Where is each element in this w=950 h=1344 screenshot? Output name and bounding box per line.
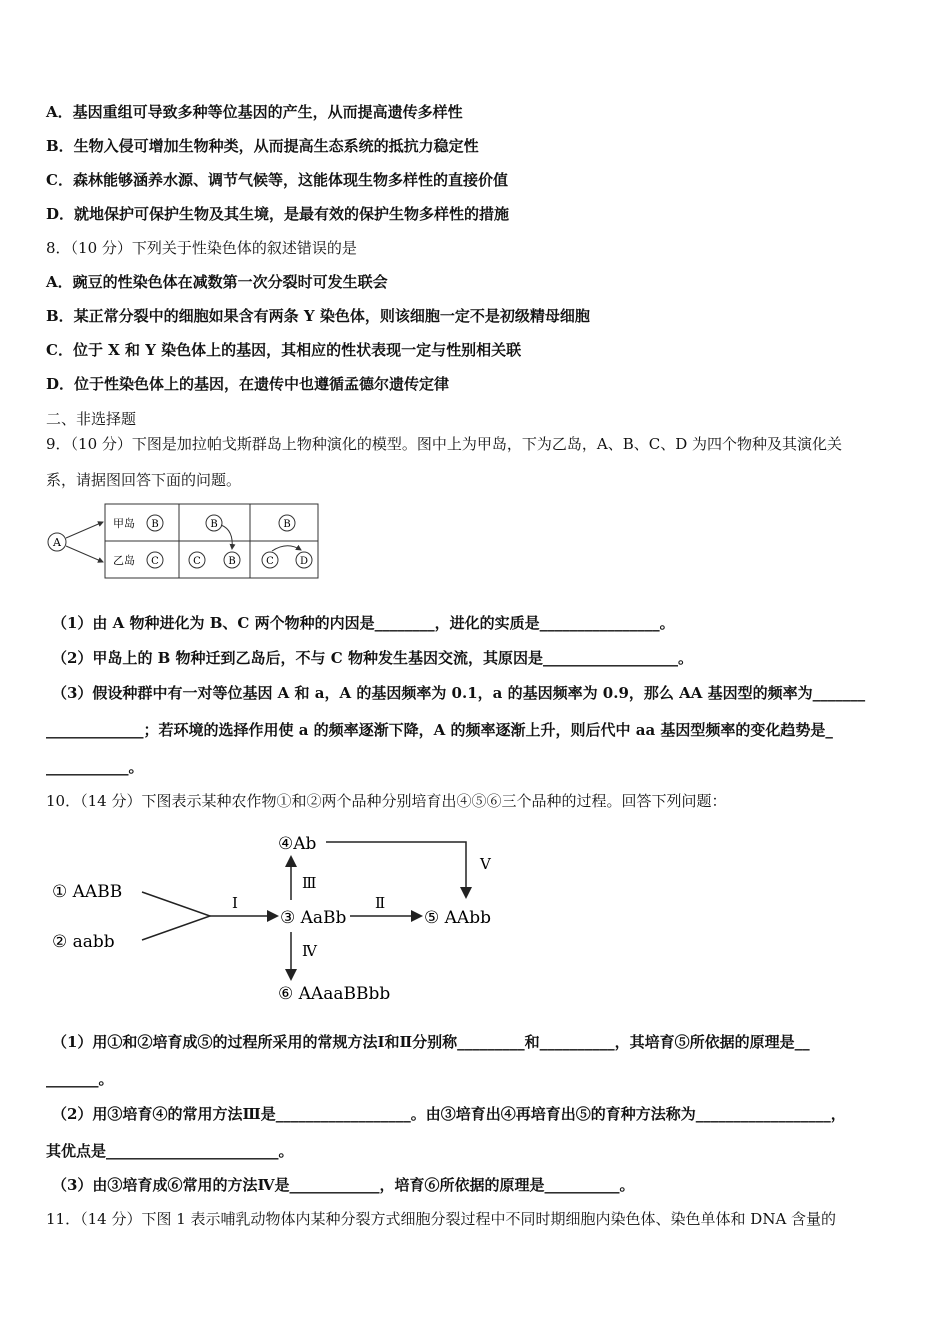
q8-option-c: C．位于 X 和 Y 染色体上的基因，其相应的性状表现一定与性别相关联 [46, 341, 522, 359]
q9-sub3-line1: （3）假设种群中有一对等位基因 A 和 a，A 的基因频率为 0.1，a 的基因频率为 0.9，那么 AA 基因型的频率为_______ [52, 684, 866, 702]
q10-sub1-line1: （1）用①和②培育成⑤的过程所采用的常规方法Ⅰ和Ⅱ分别称_________和__________，其培育⑤所依据的原理是__ [52, 1033, 810, 1051]
q7-option-d: D．就地保护可保护生物及其生境，是最有效的保护生物多样性的措施 [46, 205, 510, 223]
breeding-diagram [50, 822, 520, 1012]
method-2-label: Ⅱ [375, 894, 386, 912]
method-3-label: Ⅲ [302, 874, 317, 892]
q9-sub1: （1）由 A 物种进化为 B、C 两个物种的内因是________，进化的实质是________________。 [52, 614, 675, 632]
island-evolution-diagram [44, 500, 326, 582]
species-node [147, 515, 163, 531]
svg-text:A: A [53, 536, 61, 549]
q9-sub3-line2: _____________；若环境的选择作用使 a 的频率逐渐下降，A 的频率逐渐上升，则后代中 aa 基因型频率的变化趋势是_ [46, 721, 833, 739]
island-yi-label: 乙岛 [113, 554, 135, 567]
island-jia-label: 甲岛 [113, 517, 135, 530]
method-4-label: Ⅳ [302, 942, 317, 960]
species-node [296, 552, 312, 568]
arrow-method-5 [326, 842, 466, 896]
q10-stem: 10．（14 分）下图表示某种农作物①和②两个品种分别培育出④⑤⑥三个品种的过程。回答下列问题： [46, 792, 727, 810]
q8-option-a: A．豌豆的性染色体在减数第一次分裂时可发生联会 [46, 273, 388, 291]
variety-4-label: ④Ab [278, 834, 317, 854]
q10-sub2-line2: 其优点是_______________________。 [46, 1142, 294, 1160]
method-5-label: Ⅴ [480, 855, 491, 873]
svg-text:B: B [210, 519, 218, 530]
svg-text:C: C [193, 556, 201, 567]
species-node [279, 515, 295, 531]
q7-option-b: B．生物入侵可增加生物种类，从而提高生态系统的抵抗力稳定性 [46, 137, 479, 155]
arrow-a-to-top [66, 522, 103, 538]
q10-sub1-line2: _______。 [46, 1070, 114, 1088]
species-node [224, 552, 240, 568]
svg-text:C: C [266, 556, 274, 567]
migration-arrow [221, 525, 232, 549]
arrow-a-to-bottom [66, 546, 103, 562]
svg-text:B: B [283, 519, 291, 530]
svg-text:C: C [151, 556, 159, 567]
variety-3-label: ③ AaBb [280, 908, 347, 928]
svg-text:B: B [151, 519, 159, 530]
species-node [189, 552, 205, 568]
cross-lines [142, 892, 210, 940]
speciation-arrow [272, 546, 301, 551]
variety-5-label: ⑤ AAbb [424, 908, 491, 928]
method-1-label: Ⅰ [232, 894, 238, 912]
species-node [262, 552, 278, 568]
q9-stem-line2: 系，请据图回答下面的问题。 [46, 471, 242, 489]
q11-stem: 11．（14 分）下图 1 表示哺乳动物体内某种分裂方式细胞分裂过程中不同时期细胞内染色体、染色单体和 DNA 含量的 [46, 1210, 837, 1228]
variety-1-label: ① AABB [52, 882, 123, 902]
q10-sub2-line1: （2）用③培育④的常用方法Ⅲ是__________________。由③培育出④再培育出⑤的育种方法称为__________________， [52, 1105, 846, 1123]
q10-sub3: （3）由③培育成⑥常用的方法Ⅳ是____________，培育⑥所依据的原理是__________。 [52, 1176, 635, 1194]
species-a-node [48, 533, 66, 551]
q8-stem: 8．（10 分）下列关于性染色体的叙述错误的是 [46, 239, 357, 257]
q9-sub2: （2）甲岛上的 B 物种迁到乙岛后，不与 C 物种发生基因交流，其原因是__________________。 [52, 649, 693, 667]
svg-text:B: B [228, 556, 236, 567]
q8-option-d: D．位于性染色体上的基因，在遗传中也遵循孟德尔遗传定律 [46, 375, 450, 393]
section-heading: 二、非选择题 [46, 410, 137, 428]
q7-option-c: C．森林能够涵养水源、调节气候等，这能体现生物多样性的直接价值 [46, 171, 508, 189]
q7-option-a: A．基因重组可导致多种等位基因的产生，从而提高遗传多样性 [46, 103, 463, 121]
species-node [206, 515, 222, 531]
species-node [147, 552, 163, 568]
variety-2-label: ② aabb [52, 932, 115, 952]
q8-option-b: B．某正常分裂中的细胞如果含有两条 Y 染色体，则该细胞一定不是初级精母细胞 [46, 307, 590, 325]
q9-stem-line1: 9．（10 分）下图是加拉帕戈斯群岛上物种演化的模型。图中上为甲岛，下为乙岛，A、B、C、D 为四个物种及其演化关 [46, 435, 843, 453]
svg-text:D: D [299, 556, 309, 567]
variety-6-label: ⑥ AAaaBBbb [278, 984, 391, 1004]
q9-sub3-line3: ___________。 [46, 758, 144, 776]
